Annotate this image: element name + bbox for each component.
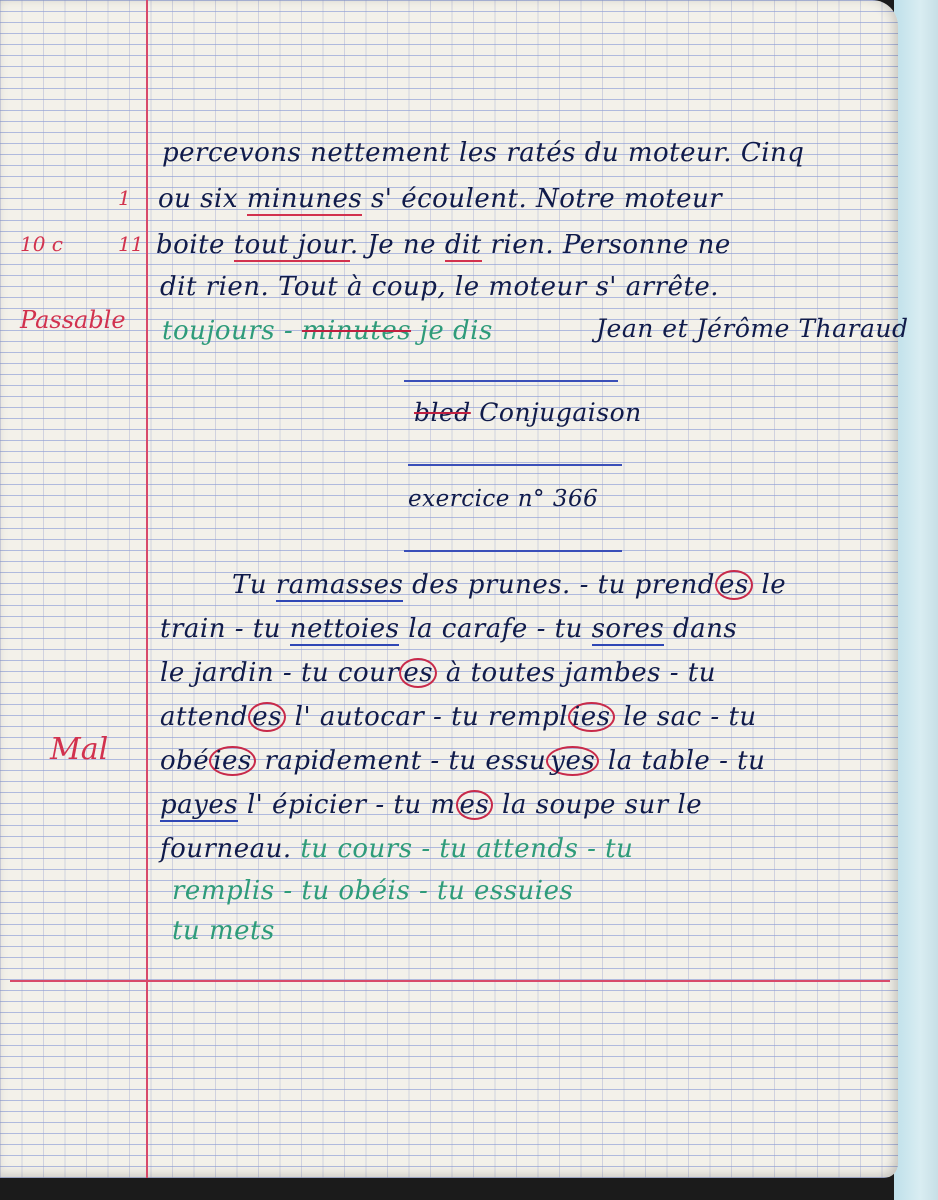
text-fragment: le sac - tu bbox=[614, 702, 757, 732]
text-fragment: la table - tu bbox=[599, 746, 766, 776]
dictation-correction-line bbox=[162, 316, 493, 346]
text-fragment: dans bbox=[664, 614, 738, 644]
dictation-line-1: percevons nettement les ratés du moteur. Cinq bbox=[162, 138, 805, 168]
margin-note-one: 1 bbox=[118, 186, 131, 210]
text-fragment: la soupe sur le bbox=[493, 790, 703, 820]
exercise-line-4 bbox=[160, 702, 757, 732]
text-fragment: . Je ne bbox=[349, 230, 445, 260]
underlined-verb: payes bbox=[160, 790, 239, 820]
exercise-line-7 bbox=[160, 834, 633, 864]
text-fragment: la carafe - tu bbox=[399, 614, 592, 644]
error-word: tout jour bbox=[233, 230, 350, 260]
text-fragment: obé bbox=[160, 746, 210, 776]
exercise-line-3 bbox=[160, 658, 716, 688]
section-title bbox=[414, 398, 642, 427]
title-rule-bottom bbox=[408, 464, 622, 466]
error-word: dit bbox=[444, 230, 482, 260]
text-fragment: fourneau. bbox=[160, 834, 292, 864]
desk-background bbox=[894, 0, 938, 1200]
title-text: Conjugaison bbox=[479, 398, 642, 427]
text-fragment: ou six bbox=[158, 184, 247, 214]
underlined-verb: ramasses bbox=[275, 570, 404, 600]
text-fragment: à toutes jambes - tu bbox=[437, 658, 716, 688]
text-fragment: des prunes. - tu prend bbox=[403, 570, 715, 600]
exercise-line-2 bbox=[160, 614, 737, 644]
underlined-verb: nettoies bbox=[289, 614, 400, 644]
correction-text: je dis bbox=[411, 316, 493, 346]
exercise-line-6 bbox=[160, 790, 702, 820]
exercise-line-1 bbox=[232, 570, 786, 600]
circled-error: es bbox=[248, 702, 286, 732]
circled-error: ies bbox=[209, 746, 256, 776]
correction-text: tu cours - tu attends - tu bbox=[291, 834, 634, 864]
margin-note-passable: Passable bbox=[20, 306, 126, 334]
margin-note-mal: Mal bbox=[50, 732, 109, 767]
error-word: minunes bbox=[246, 184, 363, 214]
text-fragment: attend bbox=[160, 702, 249, 732]
margin-note-grade: 10 c bbox=[20, 232, 64, 256]
text-fragment: le bbox=[752, 570, 787, 600]
text-fragment: l' épicier - tu m bbox=[238, 790, 456, 820]
crossed-word: bled bbox=[414, 398, 471, 427]
circled-error: es bbox=[456, 790, 494, 820]
title-rule-top bbox=[404, 380, 618, 382]
exercise-line-5 bbox=[160, 746, 765, 776]
circled-error: es bbox=[399, 658, 437, 688]
dictation-line-3 bbox=[156, 230, 731, 260]
circled-error: ies bbox=[568, 702, 615, 732]
dictation-line-2 bbox=[158, 184, 722, 214]
circled-error: yes bbox=[546, 746, 599, 776]
text-fragment: s' écoulent. Notre moteur bbox=[362, 184, 723, 214]
correction-text: minutes bbox=[301, 316, 412, 346]
text-fragment: rien. Personne ne bbox=[481, 230, 731, 260]
text-fragment: boite bbox=[156, 230, 234, 260]
author-attribution: Jean et Jérôme Tharaud bbox=[596, 314, 909, 343]
margin-note-eleven: 11 bbox=[118, 232, 144, 256]
exercise-rule bbox=[404, 550, 622, 552]
circled-error: es bbox=[715, 570, 753, 600]
end-rule bbox=[10, 980, 890, 982]
text-fragment: l' autocar - tu rempl bbox=[285, 702, 568, 732]
exercise-correction-line-8: remplis - tu obéis - tu essuies bbox=[172, 876, 574, 906]
underlined-verb: sores bbox=[591, 614, 665, 644]
text-fragment: le jardin - tu cour bbox=[160, 658, 400, 688]
text-fragment: Tu bbox=[232, 570, 276, 600]
dictation-line-4: dit rien. Tout à coup, le moteur s' arrête. bbox=[160, 272, 720, 302]
exercise-number: exercice n° 366 bbox=[408, 486, 599, 512]
exercise-correction-line-9: tu mets bbox=[172, 916, 275, 946]
text-fragment: train - tu bbox=[160, 614, 290, 644]
margin-line bbox=[146, 0, 148, 1178]
text-fragment: rapidement - tu essu bbox=[255, 746, 547, 776]
correction-text: toujours - bbox=[162, 316, 302, 346]
